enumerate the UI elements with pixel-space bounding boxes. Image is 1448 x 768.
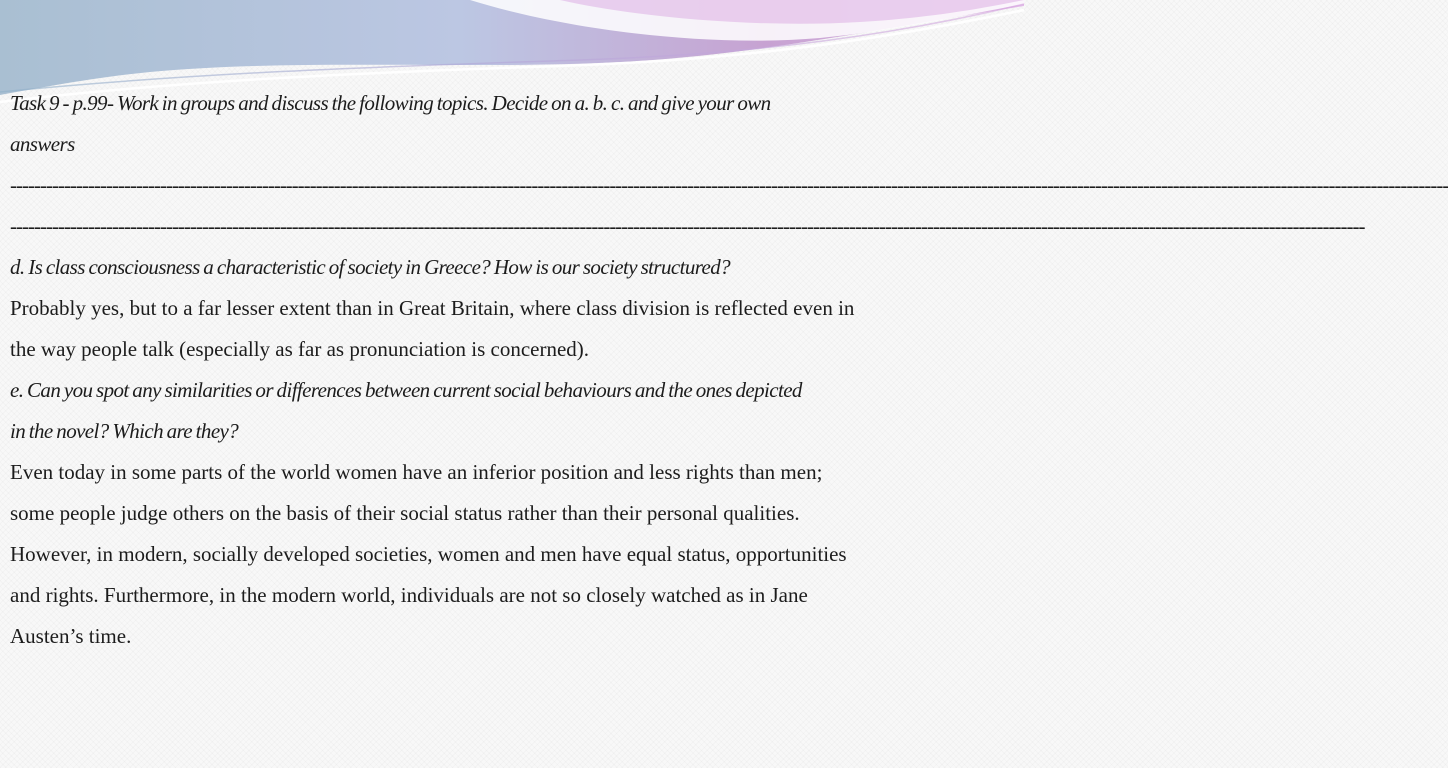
- answer-e-line: and rights. Furthermore, in the modern world, individuals are not so closely watched as in Jane: [10, 583, 808, 607]
- task-heading-continuation: answers: [10, 132, 75, 156]
- dashed-separator: ------------------------------------------------------------------------------------------------------------------------------------------------------------------------------------------------------------------------------------------------: [10, 173, 1448, 197]
- slide-content: [10, 83, 1448, 657]
- question-e: e. Can you spot any similarities or differences between current social behaviours and the ones depicted: [10, 378, 802, 402]
- answer-e-line: some people judge others on the basis of their social status rather than their personal qualities.: [10, 501, 800, 525]
- answer-d-line: the way people talk (especially as far as pronunciation is concerned).: [10, 337, 590, 361]
- task-heading: Task 9 - p.99- Work in groups and discuss the following topics. Decide on a. b. c. and give your own: [10, 91, 771, 115]
- dashed-separator: ----------------------------------------------------------------------------------------------------------------------------------------------------------------------------------------------------------------------------------: [10, 214, 1365, 238]
- question-e-continuation: in the novel? Which are they?: [10, 419, 239, 443]
- answer-e-line: Even today in some parts of the world women have an inferior position and less rights than men;: [10, 460, 823, 484]
- answer-e-line: However, in modern, socially developed societies, women and men have equal status, opportunities: [10, 542, 847, 566]
- question-d: d. Is class consciousness a characteristic of society in Greece? How is our society structured?: [10, 255, 731, 279]
- answer-d-line: Probably yes, but to a far lesser extent than in Great Britain, where class division is reflected even in: [10, 296, 855, 320]
- answer-e-line: Austen’s time.: [10, 624, 132, 648]
